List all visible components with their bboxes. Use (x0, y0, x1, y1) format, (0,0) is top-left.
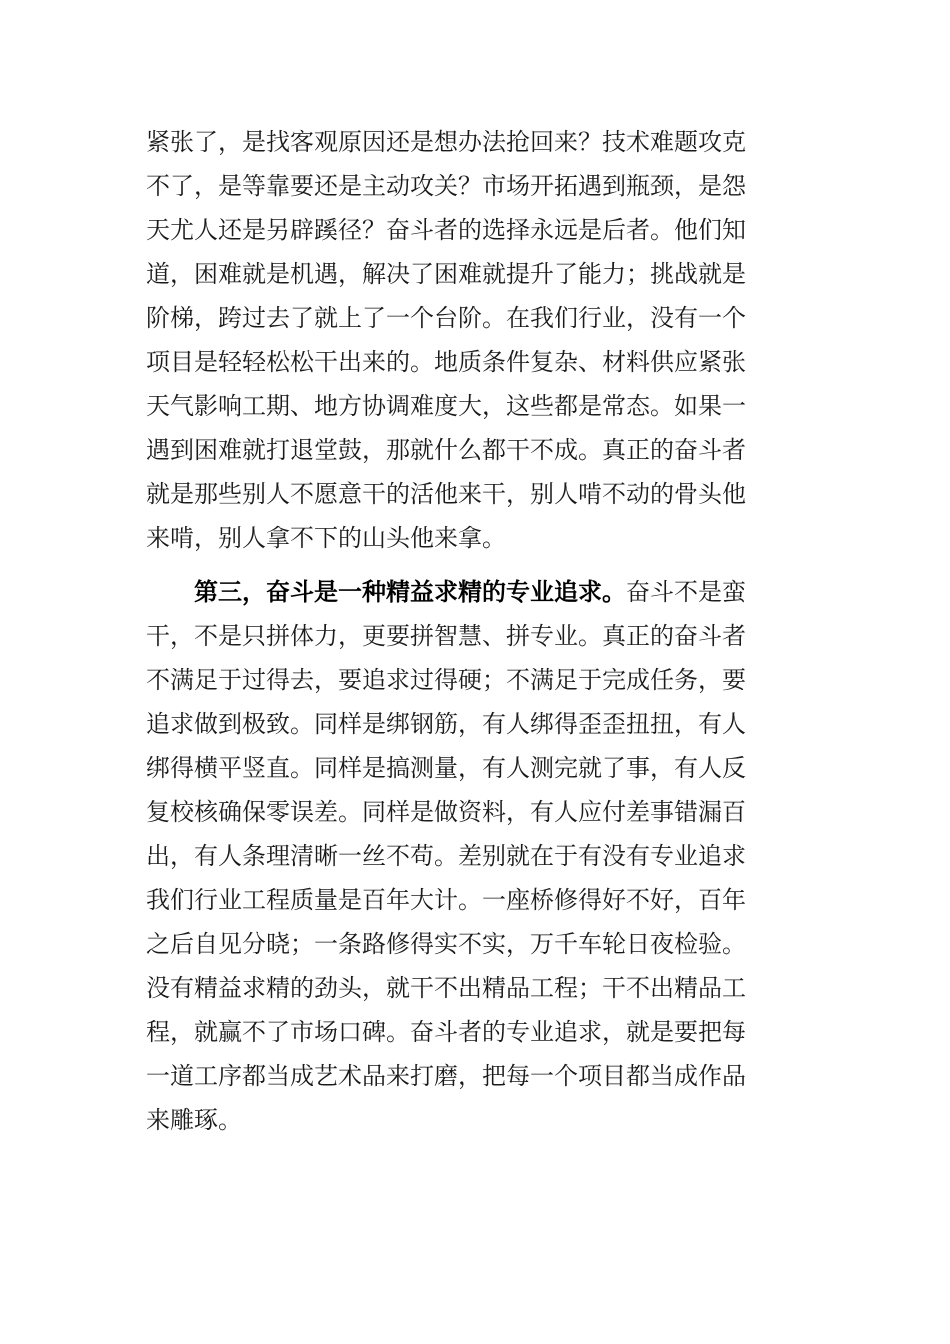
text-line: 道，困难就是机遇，解决了困难就提升了能力；挑战就是 (146, 260, 746, 288)
text-line: 紧张了，是找客观原因还是想办法抢回来？技术难题攻克 (146, 128, 746, 156)
text-line: 天尤人还是另辟蹊径？奋斗者的选择永远是后者。他们知 (146, 216, 746, 244)
paragraph-1 (146, 120, 806, 560)
first-line-text: 奋斗不是蛮 (626, 578, 746, 606)
text-line: 追求做到极致。同样是绑钢筋，有人绑得歪歪扭扭，有人 (146, 710, 746, 738)
text-line: 项目是轻轻松松干出来的。地质条件复杂、材料供应紧张 (146, 348, 746, 376)
text-line: 程，就赢不了市场口碑。奋斗者的专业追求，就是要把每 (146, 1018, 746, 1046)
text-line-first (146, 570, 806, 614)
text-line: 出，有人条理清晰一丝不苟。差别就在于有没有专业追求 (146, 842, 746, 870)
text-line: 之后自见分晓；一条路修得实不实，万千车轮日夜检验。 (146, 930, 746, 958)
text-line: 来雕琢。 (146, 1106, 242, 1134)
document-body (146, 120, 806, 1142)
text-line: 就是那些别人不愿意干的活他来干，别人啃不动的骨头他 (146, 480, 746, 508)
paragraph-2 (146, 570, 806, 1142)
text-line: 遇到困难就打退堂鼓，那就什么都干不成。真正的奋斗者 (146, 436, 746, 464)
text-line: 阶梯，跨过去了就上了一个台阶。在我们行业，没有一个 (146, 304, 746, 332)
text-line: 来啃，别人拿不下的山头他来拿。 (146, 524, 506, 552)
text-line: 没有精益求精的劲头，就干不出精品工程；干不出精品工 (146, 974, 746, 1002)
text-line: 天气影响工期、地方协调难度大，这些都是常态。如果一 (146, 392, 746, 420)
text-line: 不满足于过得去，要追求过得硬；不满足于完成任务，要 (146, 666, 746, 694)
paragraph-lead-heading: 第三，奋斗是一种精益求精的专业追求。 (194, 577, 626, 606)
text-line: 不了，是等靠要还是主动攻关？市场开拓遇到瓶颈，是怨 (146, 172, 746, 200)
text-line: 一道工序都当成艺术品来打磨，把每一个项目都当成作品 (146, 1062, 746, 1090)
paragraph-gap (146, 560, 806, 570)
text-line: 复校核确保零误差。同样是做资料，有人应付差事错漏百 (146, 798, 746, 826)
text-line: 绑得横平竖直。同样是搞测量，有人测完就了事，有人反 (146, 754, 746, 782)
text-line: 干，不是只拼体力，更要拼智慧、拼专业。真正的奋斗者 (146, 622, 746, 650)
text-line: 我们行业工程质量是百年大计。一座桥修得好不好，百年 (146, 886, 746, 914)
